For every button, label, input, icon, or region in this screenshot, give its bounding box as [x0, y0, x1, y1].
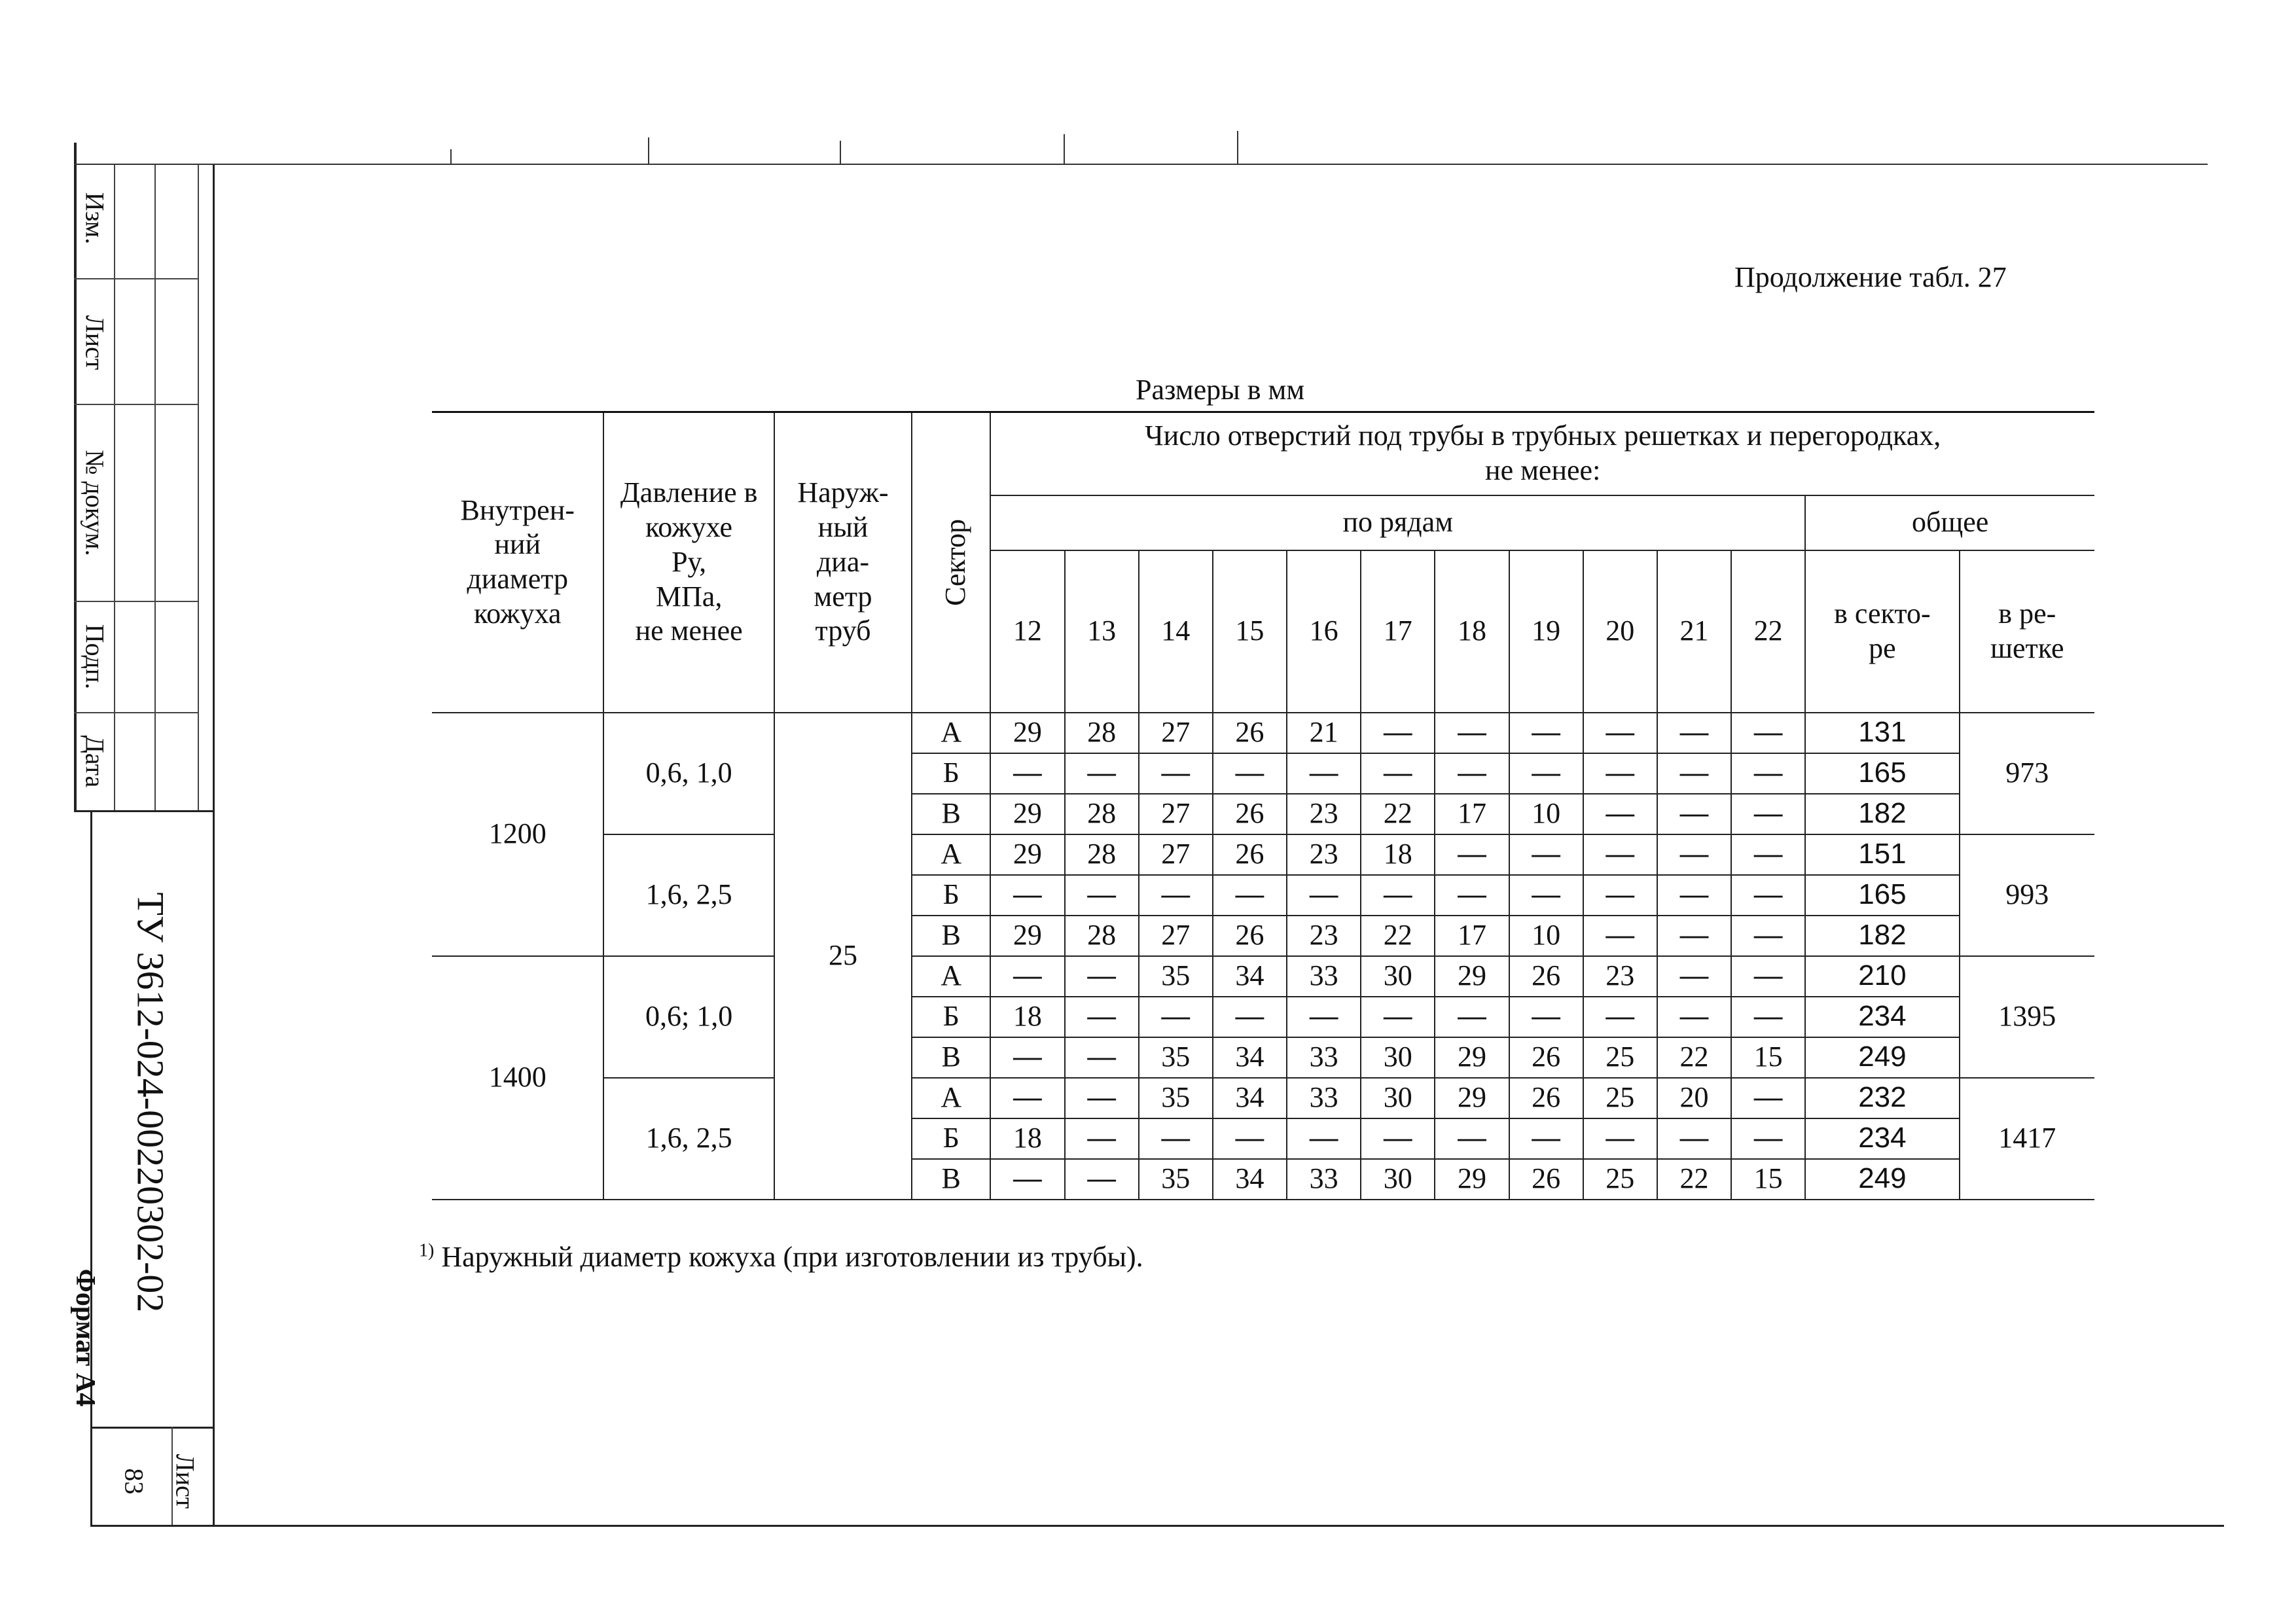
total-in-sector-cell: 182	[1805, 794, 1959, 834]
hole-count-cell: 28	[1065, 834, 1139, 875]
hole-count-cell: —	[1657, 794, 1731, 834]
hole-count-cell: 29	[990, 916, 1064, 956]
pressure-cell: 1,6, 2,5	[603, 1078, 774, 1200]
izm-label: Изм.	[80, 192, 110, 245]
hole-count-cell: —	[1657, 916, 1731, 956]
hole-count-cell: 21	[1287, 713, 1361, 753]
hole-count-cell: 34	[1213, 1078, 1287, 1118]
units-caption: Размеры в мм	[1136, 374, 1305, 406]
sector-cell: В	[912, 1037, 990, 1078]
total-in-sector-cell: 249	[1805, 1037, 1959, 1078]
hole-count-cell: —	[1435, 1118, 1509, 1159]
hole-count-cell: —	[1509, 997, 1583, 1037]
header-row-number: 18	[1435, 550, 1509, 713]
hole-count-cell: 27	[1139, 834, 1213, 875]
hole-count-cell: —	[1361, 875, 1435, 916]
hole-count-cell: 34	[1213, 956, 1287, 997]
hole-count-cell: 30	[1361, 1159, 1435, 1200]
pressure-cell: 0,6; 1,0	[603, 956, 774, 1078]
hole-count-cell: —	[1065, 753, 1139, 794]
hole-count-cell: 28	[1065, 794, 1139, 834]
hole-count-cell: 18	[1361, 834, 1435, 875]
header-row-number: 13	[1065, 550, 1139, 713]
header-in-sector: в секто-ре	[1805, 550, 1959, 713]
hole-count-cell: 22	[1361, 916, 1435, 956]
hole-count-cell: —	[1509, 875, 1583, 916]
total-in-grid-cell: 1417	[1960, 1078, 2094, 1200]
sector-cell: Б	[912, 1118, 990, 1159]
hole-count-cell: —	[1213, 875, 1287, 916]
hole-count-cell: —	[1139, 753, 1213, 794]
hole-count-cell: 26	[1213, 713, 1287, 753]
header-row-number: 14	[1139, 550, 1213, 713]
hole-count-cell: —	[1361, 753, 1435, 794]
hole-count-cell: —	[1583, 1118, 1657, 1159]
hole-count-cell: 28	[1065, 916, 1139, 956]
hole-count-cell: —	[990, 956, 1064, 997]
hole-count-cell: 27	[1139, 916, 1213, 956]
hole-count-cell: —	[1065, 956, 1139, 997]
hole-count-cell: 29	[990, 794, 1064, 834]
hole-count-cell: 29	[990, 834, 1064, 875]
inner-diameter-cell: 1400	[432, 956, 603, 1200]
sector-cell: В	[912, 1159, 990, 1200]
hole-count-cell: —	[1361, 713, 1435, 753]
sector-cell: А	[912, 956, 990, 997]
hole-count-cell: 29	[1435, 956, 1509, 997]
hole-count-cell: —	[1731, 834, 1805, 875]
hole-count-cell: 35	[1139, 1078, 1213, 1118]
hole-count-cell: —	[1435, 997, 1509, 1037]
hole-count-cell: —	[1139, 1118, 1213, 1159]
footnote-mark: 1)	[419, 1240, 435, 1261]
total-in-grid-cell: 1395	[1960, 956, 2094, 1078]
total-in-sector-cell: 232	[1805, 1078, 1959, 1118]
total-in-sector-cell: 249	[1805, 1159, 1959, 1200]
table-row	[432, 956, 2094, 997]
hole-count-cell: 29	[1435, 1159, 1509, 1200]
hole-count-cell: 25	[1583, 1159, 1657, 1200]
hole-count-cell: 26	[1213, 916, 1287, 956]
sector-cell: Б	[912, 875, 990, 916]
hole-count-cell: —	[1509, 753, 1583, 794]
hole-count-cell: 29	[1435, 1037, 1509, 1078]
table-continuation: Продолжение табл. 27	[1734, 261, 2007, 293]
hole-count-cell: —	[1065, 997, 1139, 1037]
data-table	[432, 411, 2094, 1200]
hole-count-cell: —	[1213, 1118, 1287, 1159]
sheet-number: 83	[119, 1468, 149, 1495]
hole-count-cell: —	[1213, 997, 1287, 1037]
hole-count-cell: 25	[1583, 1037, 1657, 1078]
hole-count-cell: —	[1361, 997, 1435, 1037]
hole-count-cell: —	[1139, 875, 1213, 916]
total-in-grid-cell: 993	[1960, 834, 2094, 956]
hole-count-cell: 17	[1435, 916, 1509, 956]
hole-count-cell: —	[1509, 713, 1583, 753]
header-pressure: Давление в кожухе Pу, МПа, не менее	[603, 412, 774, 713]
header-row-number: 19	[1509, 550, 1583, 713]
hole-count-cell: —	[1731, 956, 1805, 997]
hole-count-cell: —	[1657, 834, 1731, 875]
hole-count-cell: 23	[1583, 956, 1657, 997]
hole-count-cell: 17	[1435, 794, 1509, 834]
hole-count-cell: —	[1731, 916, 1805, 956]
hole-count-cell: 26	[1213, 794, 1287, 834]
document-code: ТУ 3612-024-00220302-02	[129, 892, 172, 1313]
hole-count-cell: —	[1435, 875, 1509, 916]
hole-count-cell: 26	[1509, 1037, 1583, 1078]
hole-count-cell: —	[1287, 875, 1361, 916]
hole-count-cell: —	[1731, 1078, 1805, 1118]
hole-count-cell: 18	[990, 997, 1064, 1037]
hole-count-cell: 33	[1287, 956, 1361, 997]
hole-count-cell: 30	[1361, 1078, 1435, 1118]
hole-count-cell: —	[1657, 753, 1731, 794]
header-row-number: 21	[1657, 550, 1731, 713]
hole-count-cell: —	[1731, 875, 1805, 916]
hole-count-cell: 33	[1287, 1037, 1361, 1078]
hole-count-cell: 29	[990, 713, 1064, 753]
table-row	[432, 1078, 2094, 1118]
hole-count-cell: 29	[1435, 1078, 1509, 1118]
sector-cell: Б	[912, 753, 990, 794]
total-in-grid-cell: 973	[1960, 713, 2094, 834]
hole-count-cell: —	[1657, 875, 1731, 916]
hole-count-cell: —	[1065, 875, 1139, 916]
header-sector: Сектор	[912, 412, 990, 713]
header-total: общее	[1805, 495, 2094, 550]
outer-diameter-cell: 25	[774, 713, 912, 1200]
hole-count-cell: 26	[1509, 956, 1583, 997]
total-in-sector-cell: 165	[1805, 875, 1959, 916]
hole-count-cell: 26	[1509, 1159, 1583, 1200]
hole-count-cell: —	[990, 1037, 1064, 1078]
hole-count-cell: —	[1139, 997, 1213, 1037]
hole-count-cell: 30	[1361, 956, 1435, 997]
sector-cell: А	[912, 713, 990, 753]
hole-count-cell: 10	[1509, 794, 1583, 834]
sector-cell: В	[912, 794, 990, 834]
hole-count-cell: —	[1065, 1078, 1139, 1118]
sector-cell: А	[912, 834, 990, 875]
hole-count-cell: —	[1435, 713, 1509, 753]
total-in-sector-cell: 131	[1805, 713, 1959, 753]
header-holes: Число отверстий под трубы в трубных решетках и перегородках, не менее:	[990, 412, 2094, 495]
hole-count-cell: —	[1435, 753, 1509, 794]
hole-count-cell: —	[1287, 997, 1361, 1037]
hole-count-cell: —	[1583, 875, 1657, 916]
hole-count-cell: —	[1731, 713, 1805, 753]
hole-count-cell: 26	[1213, 834, 1287, 875]
total-in-sector-cell: 234	[1805, 997, 1959, 1037]
total-in-sector-cell: 210	[1805, 956, 1959, 997]
hole-count-cell: 22	[1361, 794, 1435, 834]
header-row-number: 17	[1361, 550, 1435, 713]
hole-count-cell: —	[990, 1159, 1064, 1200]
footnote-text: Наружный диаметр кожуха (при изготовлении из трубы).	[441, 1241, 1143, 1273]
sector-cell: Б	[912, 997, 990, 1037]
hole-count-cell: —	[1583, 916, 1657, 956]
hole-count-cell: 15	[1731, 1159, 1805, 1200]
hole-count-cell: 18	[990, 1118, 1064, 1159]
table-row	[432, 834, 2094, 875]
hole-count-cell: —	[1435, 834, 1509, 875]
hole-count-cell: 20	[1657, 1078, 1731, 1118]
hole-count-cell: 23	[1287, 916, 1361, 956]
header-row-number: 20	[1583, 550, 1657, 713]
hole-count-cell: 25	[1583, 1078, 1657, 1118]
hole-count-cell: —	[1583, 753, 1657, 794]
sector-cell: В	[912, 916, 990, 956]
header-outer-diameter: Наруж-ный диа-метр труб	[774, 412, 912, 713]
total-in-sector-cell: 151	[1805, 834, 1959, 875]
sign-label: Подп.	[80, 624, 110, 690]
header-row-number: 22	[1731, 550, 1805, 713]
table-row	[432, 713, 2094, 753]
hole-count-cell: 35	[1139, 1159, 1213, 1200]
date-label: Дата	[80, 735, 110, 788]
hole-count-cell: 23	[1287, 794, 1361, 834]
hole-count-cell: —	[990, 1078, 1064, 1118]
hole-count-cell: —	[1731, 1118, 1805, 1159]
sector-cell: А	[912, 1078, 990, 1118]
hole-count-cell: 26	[1509, 1078, 1583, 1118]
hole-count-cell: 28	[1065, 713, 1139, 753]
hole-count-cell: —	[1657, 713, 1731, 753]
hole-count-cell: 35	[1139, 956, 1213, 997]
hole-count-cell: —	[1287, 1118, 1361, 1159]
hole-count-cell: 27	[1139, 794, 1213, 834]
hole-count-cell: —	[1361, 1118, 1435, 1159]
footnote	[419, 1240, 1143, 1274]
hole-count-cell: 27	[1139, 713, 1213, 753]
hole-count-cell: —	[1657, 1118, 1731, 1159]
hole-count-cell: —	[1583, 713, 1657, 753]
hole-count-cell: —	[1583, 997, 1657, 1037]
pressure-cell: 1,6, 2,5	[603, 834, 774, 956]
hole-count-cell: —	[990, 875, 1064, 916]
header-in-grid: в ре-шетке	[1960, 550, 2094, 713]
hole-count-cell: —	[1509, 1118, 1583, 1159]
hole-count-cell: 35	[1139, 1037, 1213, 1078]
hole-count-cell: —	[1509, 834, 1583, 875]
total-in-sector-cell: 182	[1805, 916, 1959, 956]
hole-count-cell: —	[990, 753, 1064, 794]
pressure-cell: 0,6, 1,0	[603, 713, 774, 834]
hole-count-cell: 34	[1213, 1037, 1287, 1078]
hole-count-cell: —	[1583, 834, 1657, 875]
hole-count-cell: 15	[1731, 1037, 1805, 1078]
hole-count-cell: 30	[1361, 1037, 1435, 1078]
hole-count-cell: 23	[1287, 834, 1361, 875]
hole-count-cell: —	[1731, 997, 1805, 1037]
inner-diameter-cell: 1200	[432, 713, 603, 956]
format-label: Формат А4	[70, 1268, 100, 1407]
hole-count-cell: —	[1065, 1159, 1139, 1200]
total-in-sector-cell: 165	[1805, 753, 1959, 794]
doc-no-label: № докум.	[80, 450, 110, 556]
header-by-rows: по рядам	[990, 495, 1805, 550]
hole-count-cell: 33	[1287, 1078, 1361, 1118]
hole-count-cell: —	[1657, 956, 1731, 997]
hole-count-cell: 33	[1287, 1159, 1361, 1200]
hole-count-cell: 34	[1213, 1159, 1287, 1200]
header-row-number: 15	[1213, 550, 1287, 713]
hole-count-cell: —	[1287, 753, 1361, 794]
hole-count-cell: —	[1065, 1037, 1139, 1078]
hole-count-cell: 22	[1657, 1159, 1731, 1200]
sheet-label: Лист	[170, 1454, 200, 1509]
header-inner-diameter: Внутрен-ний диаметр кожуха	[432, 412, 603, 713]
hole-count-cell: 10	[1509, 916, 1583, 956]
total-in-sector-cell: 234	[1805, 1118, 1959, 1159]
hole-count-cell: —	[1065, 1118, 1139, 1159]
hole-count-cell: —	[1213, 753, 1287, 794]
hole-count-cell: —	[1731, 753, 1805, 794]
hole-count-cell: —	[1731, 794, 1805, 834]
hole-count-cell: —	[1583, 794, 1657, 834]
header-row-number: 12	[990, 550, 1064, 713]
hole-count-cell: 22	[1657, 1037, 1731, 1078]
list-label: Лист	[80, 315, 110, 370]
header-row-number: 16	[1287, 550, 1361, 713]
hole-count-cell: —	[1657, 997, 1731, 1037]
